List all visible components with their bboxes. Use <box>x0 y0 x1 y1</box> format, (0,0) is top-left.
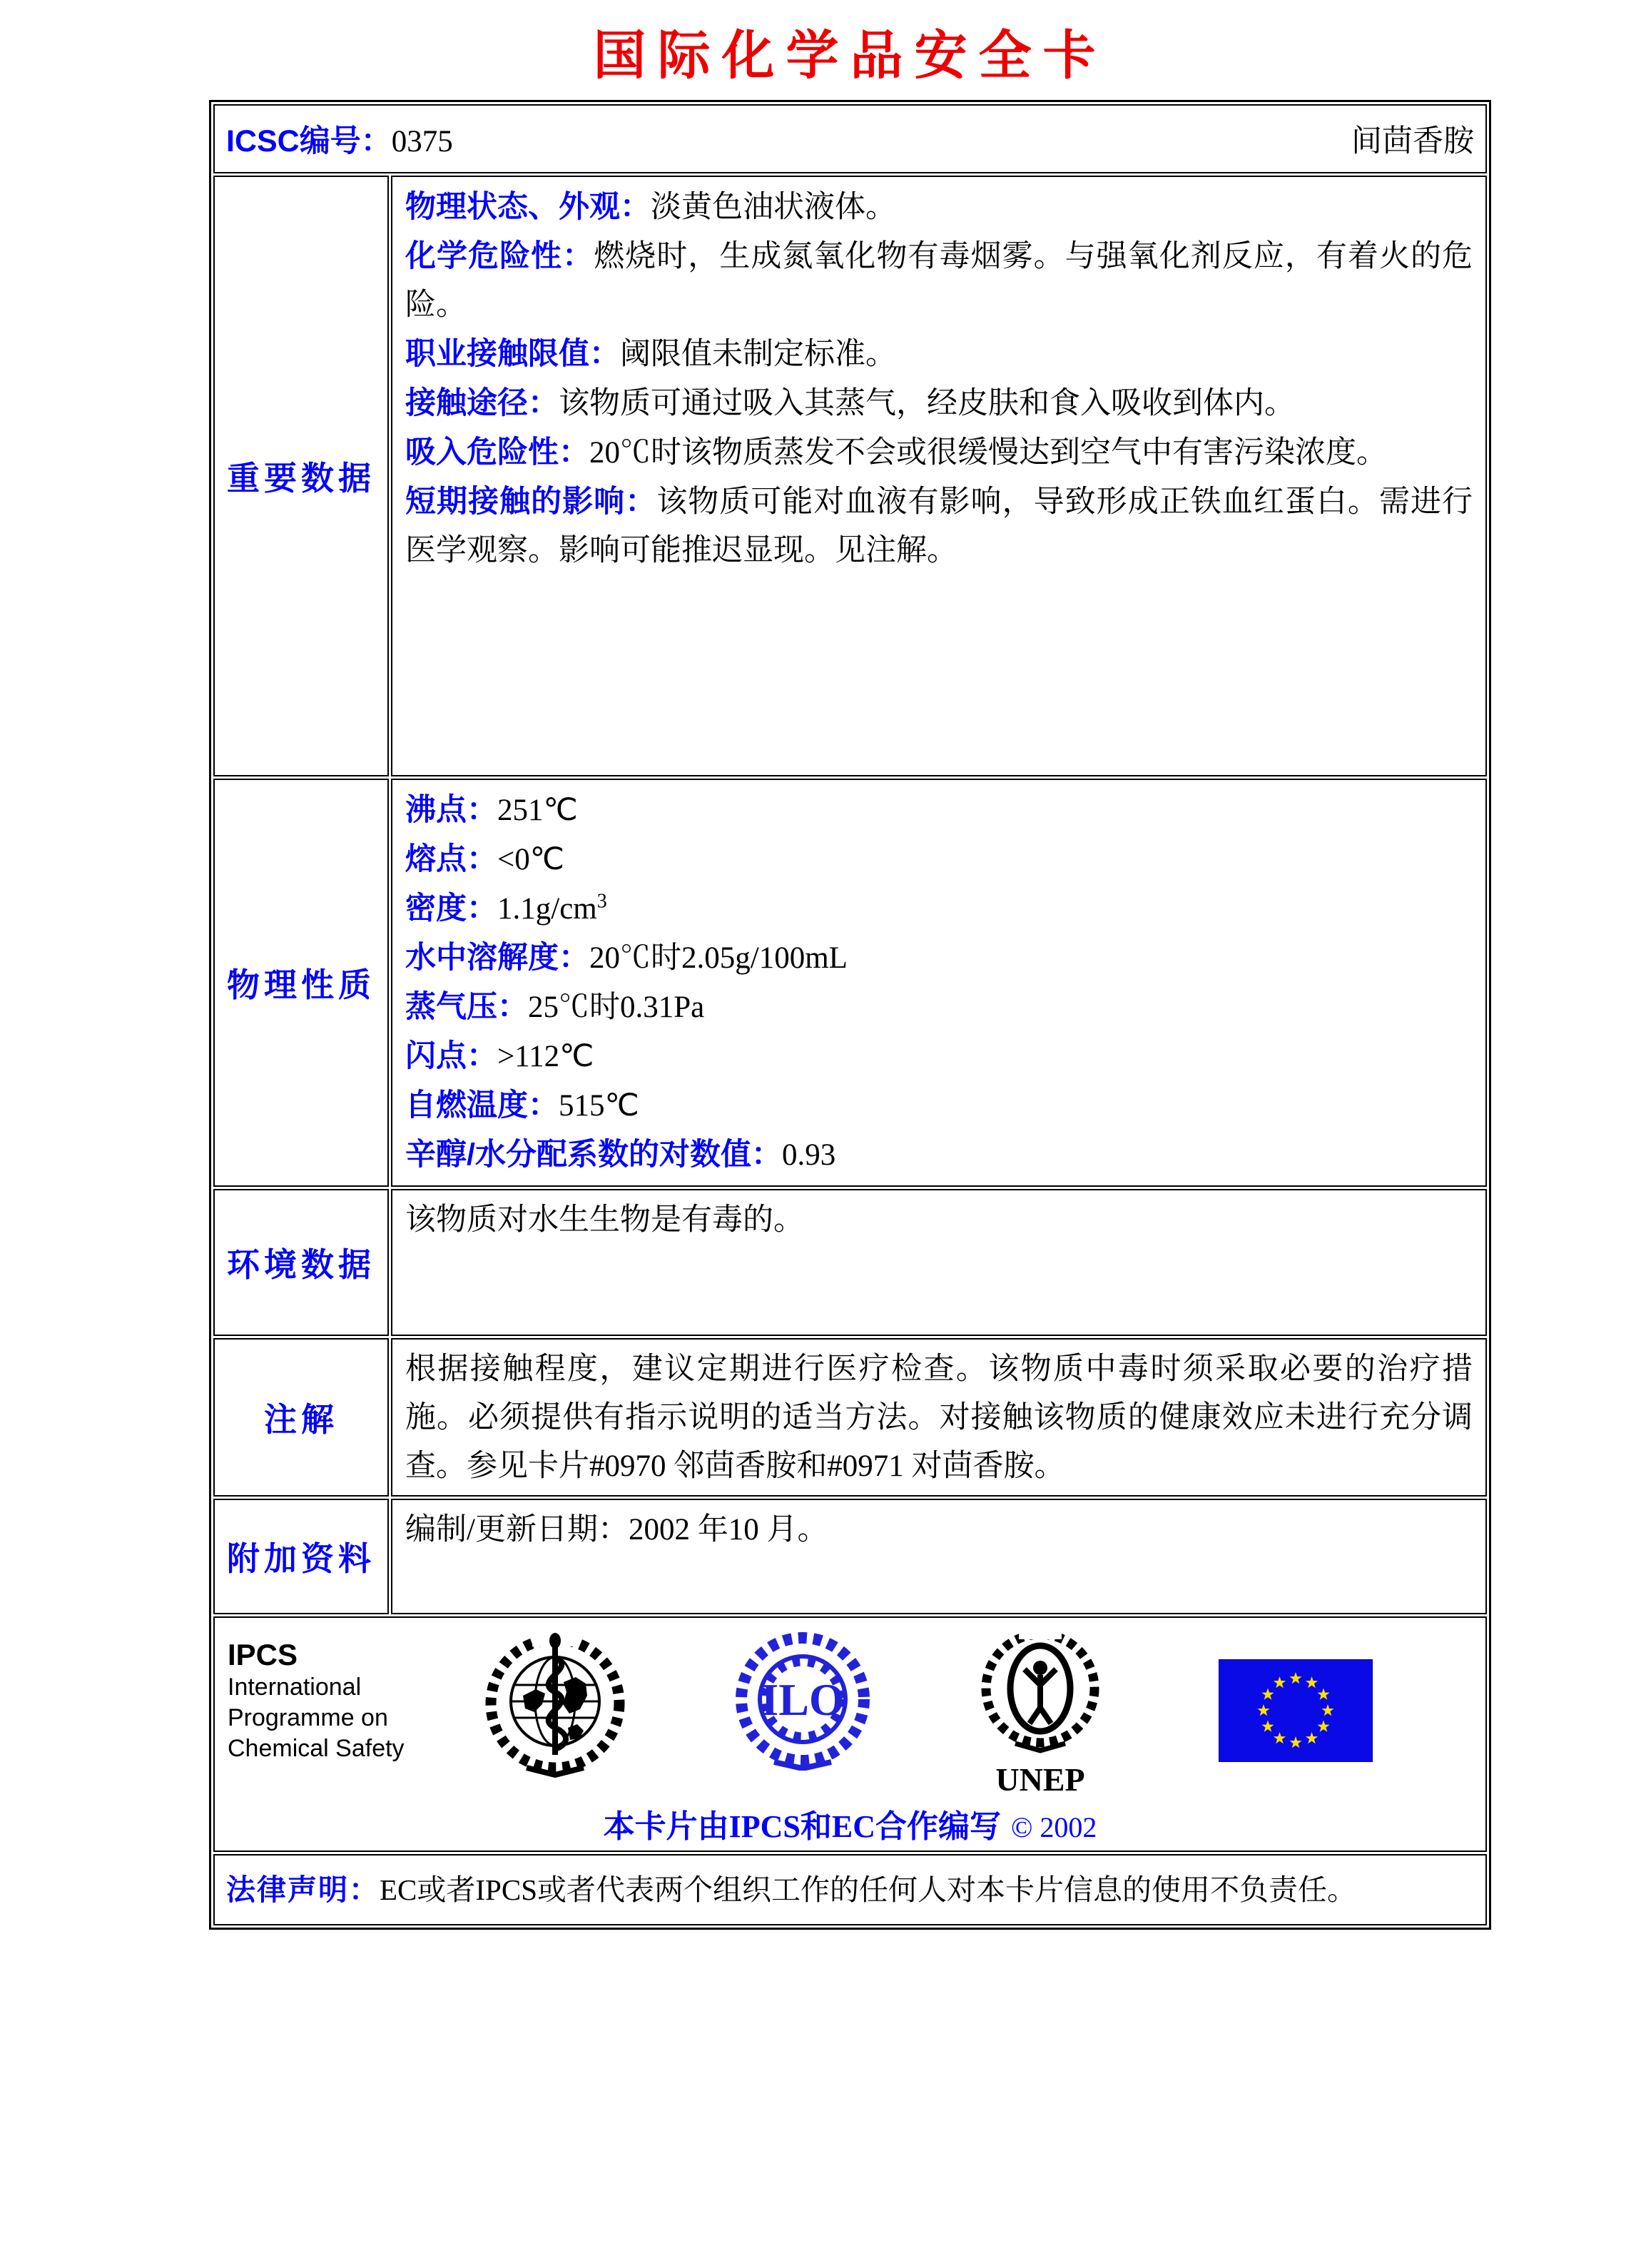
important-item-text: 该物质可能对血液有影响，导致形成正铁血红蛋白。需进行医学观察。影响可能推迟显现。见注解。 <box>405 485 1473 567</box>
page-title: 国际化学品安全卡 <box>593 25 1107 86</box>
ipcs-acronym: IPCS <box>228 1638 298 1671</box>
unep-label: UNEP <box>995 1761 1085 1796</box>
property-value: 0.93 <box>781 1138 836 1172</box>
section-label-physical-properties: 物理性质 <box>213 779 389 1187</box>
section-label-environmental-data: 环境数据 <box>213 1189 389 1336</box>
property-line <box>405 1130 1473 1180</box>
important-item-text: 燃烧时，生成氮氧化物有毒烟雾。与强氧化剂反应，有着火的危险。 <box>405 240 1473 322</box>
unep-icon <box>980 1628 1101 1799</box>
property-line <box>405 884 1473 933</box>
property-value: 515℃ <box>559 1089 639 1123</box>
icsc-number-value: 0375 <box>391 125 453 158</box>
additional-text: 编制/更新日期：2002 年10 月。 <box>405 1513 828 1546</box>
property-label: 水中溶解度： <box>405 941 589 975</box>
organizations-cell <box>213 1616 1487 1852</box>
cooperation-caption-text: 本卡片由IPCS和EC合作编写 <box>603 1809 1001 1844</box>
property-label: 闪点： <box>405 1039 497 1073</box>
section-content-important-data <box>391 176 1487 776</box>
section-label-important-data: 重要数据 <box>213 176 389 776</box>
property-value: 251℃ <box>497 794 578 827</box>
property-line <box>405 933 1473 983</box>
important-item <box>405 232 1473 330</box>
header-row <box>213 104 1487 173</box>
row-physical-properties <box>213 779 1487 1187</box>
ilo-label: ILO <box>761 1674 845 1725</box>
important-item-label: 职业接触限值： <box>405 337 620 371</box>
property-value-superscript: 3 <box>596 890 607 913</box>
icsc-number-label: ICSC编号： <box>226 124 392 158</box>
row-notes <box>213 1338 1487 1497</box>
property-value: 25℃时0.31Pa <box>528 991 705 1024</box>
ipcs-line: International <box>228 1674 362 1701</box>
important-item-text: 20℃时该物质蒸发不会或很缓慢达到空气中有害污染浓度。 <box>589 436 1387 470</box>
who-icon <box>484 1628 626 1781</box>
property-value: <0℃ <box>497 843 565 876</box>
row-important-data <box>213 176 1487 776</box>
row-organizations <box>213 1616 1487 1852</box>
property-label: 沸点： <box>405 793 497 827</box>
section-content-additional-information <box>391 1499 1487 1614</box>
important-item-label: 短期接触的影响： <box>405 485 657 519</box>
section-content-environmental-data <box>391 1189 1487 1336</box>
property-line <box>405 1081 1473 1130</box>
environmental-text: 该物质对水生生物是有毒的。 <box>405 1203 804 1237</box>
legal-notice-label: 法律声明： <box>226 1873 380 1906</box>
icsc-number <box>226 117 453 161</box>
property-value: >112℃ <box>497 1040 594 1073</box>
section-content-notes <box>391 1338 1487 1497</box>
section-content-physical-properties <box>391 779 1487 1187</box>
important-item-label: 接触途径： <box>405 386 559 420</box>
ilo-icon <box>733 1628 873 1774</box>
property-label: 熔点： <box>405 842 497 876</box>
section-label-additional-information: 附加资料 <box>213 1499 389 1614</box>
important-item-text: 该物质可通过吸入其蒸气，经皮肤和食入吸收到体内。 <box>559 387 1295 420</box>
property-line <box>405 835 1473 884</box>
ipcs-line: Programme on <box>228 1704 388 1731</box>
row-additional-information <box>213 1499 1487 1614</box>
row-environmental-data <box>213 1189 1487 1336</box>
eu-flag-icon <box>1219 1659 1373 1766</box>
section-label-notes: 注解 <box>213 1338 389 1497</box>
important-item <box>405 428 1473 477</box>
important-item-label: 化学危险性： <box>405 239 594 273</box>
notes-text: 根据接触程度，建议定期进行医疗检查。该物质中毒时须采取必要的治疗措施。必须提供有指示说明的适当方法。对接触该物质的健康效应未进行充分调查。参见卡片#0970 邻茴香胺和#0971 对茴香胺。 <box>405 1352 1473 1483</box>
property-label: 蒸气压： <box>405 990 528 1024</box>
important-item-label: 物理状态、外观： <box>405 190 651 224</box>
property-value: 1.1g/cm <box>497 892 597 926</box>
important-item <box>405 477 1473 575</box>
property-label: 自燃温度： <box>405 1088 559 1123</box>
property-line <box>405 983 1473 1032</box>
important-item-text: 淡黄色油状液体。 <box>651 191 896 224</box>
important-item-label: 吸入危险性： <box>405 435 589 470</box>
property-line <box>405 786 1473 835</box>
property-label: 密度： <box>405 891 497 926</box>
important-item <box>405 183 1473 232</box>
copyright-text: © 2002 <box>1010 1811 1097 1843</box>
chemical-name: 间茴香胺 <box>1351 125 1474 158</box>
important-item <box>405 379 1473 428</box>
header-cell <box>213 104 1487 173</box>
important-item <box>405 330 1473 379</box>
important-item-text: 阈限值未制定标准。 <box>620 338 896 371</box>
legal-notice-text: EC或者IPCS或者代表两个组织工作的任何人对本卡片信息的使用不负责任。 <box>380 1873 1356 1906</box>
property-value: 20℃时2.05g/100mL <box>589 941 848 975</box>
ipcs-line: Chemical Safety <box>228 1735 405 1762</box>
property-label: 辛醇/水分配系数的对数值： <box>405 1138 782 1172</box>
ipcs-text-block <box>228 1628 462 1764</box>
icsc-card-table <box>209 100 1491 1930</box>
property-line <box>405 1032 1473 1081</box>
legal-notice-cell <box>213 1854 1487 1925</box>
cooperation-caption <box>228 1801 1473 1846</box>
row-legal-notice <box>213 1854 1487 1925</box>
